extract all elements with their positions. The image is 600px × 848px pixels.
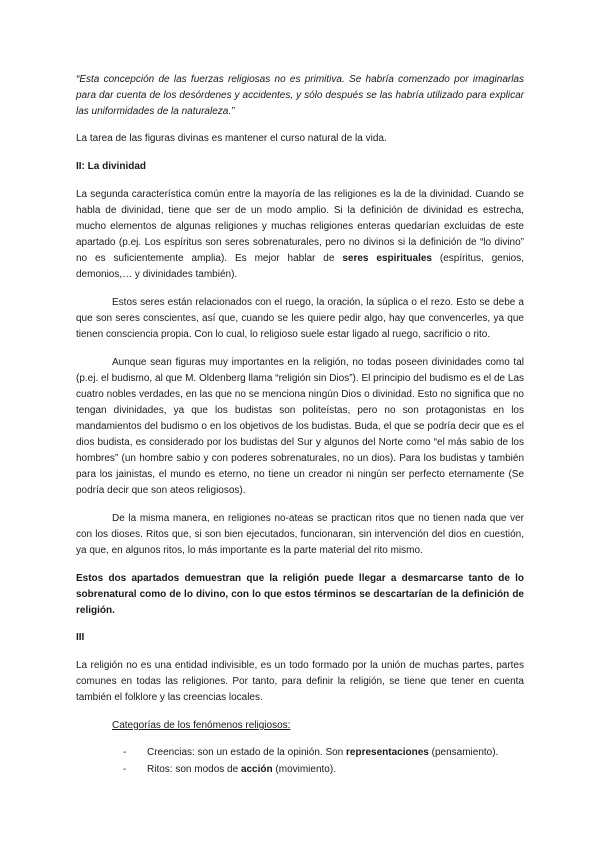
beliefs-text: Creencias: son un estado de la opinión. Son <box>147 747 347 758</box>
rites-tail: (movimiento). <box>272 764 336 775</box>
prayer-paragraph: Estos seres están relacionados con el ruego, la oración, la súplica o el rezo. Esto se debe a que son seres conscientes, así que, cuando se les quiere pedir algo, hay que convencerles, ya que tienen consciencia propia. Con lo cual, lo religioso suele estar ligado al ruego, sacrificio o rito. <box>76 297 524 340</box>
beliefs-tail: (pensamiento). <box>428 747 499 758</box>
beliefs-term: representaciones <box>346 747 429 758</box>
rites-paragraph: De la misma manera, en religiones no-ateas se practican ritos que no tienen nada que ver con los dioses. Ritos que, si son bien ejecutados, funcionaran, sin intervención del dios en cuestión, ya que, en algunos ritos, lo más importante es la parte material del rito mismo. <box>76 513 524 556</box>
quote-paragraph: “Esta concepción de las fuerzas religiosas no es primitiva. Se habría comenzado por imaginarlas para dar cuenta de los desórdenes y accidentes, y sólo después se las habría utilizado para explicar las uniformidades de la naturaleza.” <box>76 74 524 117</box>
section-heading-divinidad: II: La divinidad <box>76 161 147 172</box>
bullet-dash: - <box>123 764 127 775</box>
religion-whole-paragraph: La religión no es una entidad indivisible, es un todo formado por la unión de muchas partes, partes comunes en todas las religiones. Por tanto, para definir la religión, se tiene que tener en cuenta también el folklore y las creencias locales. <box>76 660 524 703</box>
rites-term: acción <box>240 764 273 775</box>
spiritual-beings-term: seres espirituales <box>342 253 432 264</box>
divinity-intro-text: La segunda característica común entre la mayoría de las religiones es la de la divinidad. Cuando se habla de divinidad, tiene que ser de un modo amplio. Si la definición de divinidad es estrecha, mucho elementos de algunas religiones y muchas religiones enteras quedarían excluidas de este apartado (p.ej. Los espíritus son seres sobrenaturales, pero no divinos si la definición de “lo divino” no es suficientemente amplia). Es mejor hablar de <box>76 189 524 264</box>
task-paragraph: La tarea de las figuras divinas es mantener el curso natural de la vida. <box>76 133 387 144</box>
list-item-rites <box>76 761 524 778</box>
rites-text: Ritos: son modos de <box>147 764 241 775</box>
divinity-intro-paragraph <box>76 187 524 283</box>
categories-title: Categorías de los fenómenos religiosos: <box>112 720 291 731</box>
list-item-beliefs <box>76 744 524 761</box>
buddhism-paragraph: Aunque sean figuras muy importantes en la religión, no todas poseen divinidades como tal (p.ej. el budismo, al que M. Oldenberg llama “religión sin Dios”). El principio del budismo es el de Las cuatro nobles verdades, en las que no se menciona ningún Dios o divinidad. Esto no significa que no tengan divinidades, ya que los budistas son politeístas, pero no son protagonistas en los mandamientos del budismo o en los objetivos de los budistas. Buda, el que se podría decir que es el dios budista, es considerado por los budistas del Sur y algunos del Norte como “el más sabio de los hombres” (un hombre sabio y con poderes sobrenaturales, no un dios). Para los budistas y también para los jainistas, el mundo es eterno, no tiene un creador ni ningún ser perfecto eternamente (Se podría decir que son ateos religiosos). <box>76 357 524 496</box>
conclusion-paragraph: Estos dos apartados demuestran que la religión puede llegar a desmarcarse tanto de lo sobrenatural como de lo divino, con lo que estos términos se descartarían de la definición de religión. <box>76 573 524 616</box>
bullet-dash: - <box>123 747 127 758</box>
categories-list <box>76 744 524 778</box>
divinity-intro-tail: (espíritus, genios, demonios,… y divinidades también). <box>76 253 524 280</box>
section-heading-iii: III <box>76 632 85 643</box>
